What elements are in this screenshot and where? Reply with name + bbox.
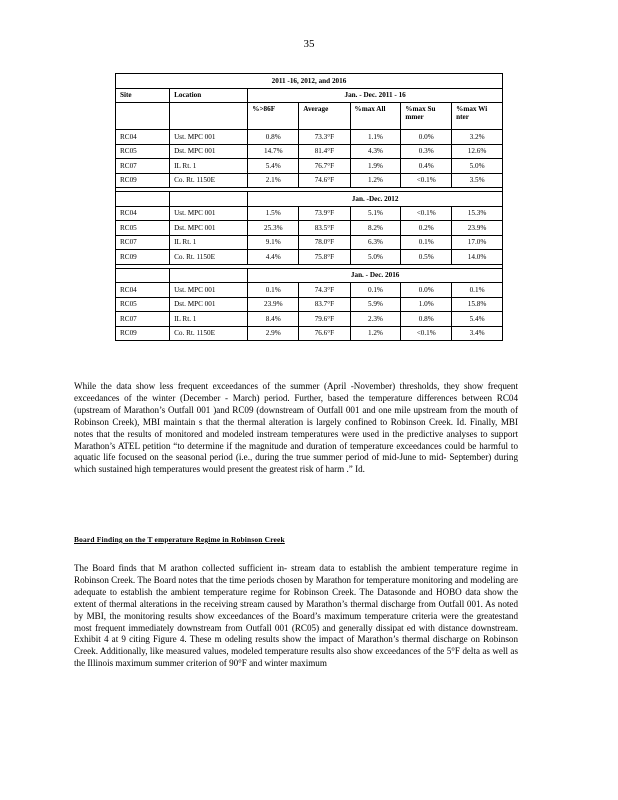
- cell-site: RC09: [116, 173, 170, 188]
- cell-max-all: 1.9%: [350, 159, 401, 174]
- cell-average: 73.3°F: [299, 130, 350, 145]
- cell-max-winter: 15.3%: [452, 206, 503, 221]
- table-row: [116, 312, 503, 327]
- cell-max-all: 1.1%: [350, 130, 401, 145]
- cell-max-winter: 0.1%: [452, 283, 503, 298]
- cell-location: Co. Rt. 1150E: [170, 326, 248, 341]
- cell-max-winter: 23.9%: [452, 221, 503, 236]
- table-row: [116, 206, 503, 221]
- cell-max-summer: 0.3%: [401, 144, 452, 159]
- table-row: [116, 173, 503, 188]
- cell-average: 81.4°F: [299, 144, 350, 159]
- table-header-row: [116, 88, 503, 103]
- cell-location: Ust. MPC 001: [170, 283, 248, 298]
- cell-average: 78.0°F: [299, 235, 350, 250]
- period-blank-location: [170, 268, 248, 283]
- header-col-max-winter: %max Wi nter: [452, 103, 503, 130]
- cell-max-summer: 0.8%: [401, 312, 452, 327]
- cell-max-winter: 17.0%: [452, 235, 503, 250]
- cell-max-summer: 1.0%: [401, 297, 452, 312]
- cell-average: 83.5°F: [299, 221, 350, 236]
- cell-site: RC09: [116, 250, 170, 265]
- cell-average: 74.3°F: [299, 283, 350, 298]
- cell-max-winter: 12.6%: [452, 144, 503, 159]
- cell-max-winter: 3.5%: [452, 173, 503, 188]
- section-heading: Board Finding on the T emperature Regime in Robinson Creek: [74, 535, 285, 544]
- header-blank-site: [116, 103, 170, 130]
- period-blank-site: [116, 268, 170, 283]
- cell-max-all: 1.2%: [350, 173, 401, 188]
- period-label: Jan. -Dec. 2012: [248, 192, 503, 207]
- table-row: [116, 235, 503, 250]
- cell-location: IL Rt. 1: [170, 159, 248, 174]
- cell-site: RC07: [116, 159, 170, 174]
- period-blank-location: [170, 192, 248, 207]
- cell-location: IL Rt. 1: [170, 235, 248, 250]
- cell-max-summer: <0.1%: [401, 326, 452, 341]
- cell-max-summer: 0.0%: [401, 283, 452, 298]
- cell-location: Co. Rt. 1150E: [170, 250, 248, 265]
- cell-site: RC04: [116, 206, 170, 221]
- table-row: [116, 130, 503, 145]
- cell-gt86: 1.5%: [248, 206, 299, 221]
- header-period: Jan. - Dec. 2011 - 16: [248, 88, 503, 103]
- cell-max-summer: 0.5%: [401, 250, 452, 265]
- paragraph-mbi-analysis: While the data show less frequent exceedances of the summer (April -November) thresholds, they show frequent exceedances of the winter (December - March) period. Further, based the temperature differences between RC04 (upstream of Marathon’s Outfall 001 )and RC09 (downstream of Outfall 001 and one mile upstream from the mouth of Robinson Creek), MBI maintain s that the thermal alteration is largely confined to Robinson Creek. Id. Finally, MBI notes that the results of monitored and modeled instream temperatures were used in the predictive analyses to support Marathon’s ATEL petition “to determine if the magnitude and duration of temperature exceedances could be harmful to aquatic life focused on the seasonal period (i.e., during the true summer period of mid-June to mid- September) during which sustained high temperatures would present the greatest risk of harm .” Id.: [74, 381, 518, 475]
- table-row: [116, 144, 503, 159]
- cell-average: 83.7°F: [299, 297, 350, 312]
- cell-site: RC05: [116, 297, 170, 312]
- cell-max-all: 4.3%: [350, 144, 401, 159]
- cell-average: 75.8°F: [299, 250, 350, 265]
- period-label: Jan. - Dec. 2016: [248, 268, 503, 283]
- cell-max-winter: 3.2%: [452, 130, 503, 145]
- cell-gt86: 23.9%: [248, 297, 299, 312]
- cell-max-summer: 0.4%: [401, 159, 452, 174]
- cell-site: RC04: [116, 283, 170, 298]
- paragraph-board-finding: The Board finds that M arathon collected sufficient in- stream data to establish the ambient temperature regime in Robinson Creek. The Board notes that the time periods chosen by Marathon for temperature monitoring and modeling are adequate to establish the ambient temperature regime for Robinson Creek. The Datasonde and HOBO data show the extent of thermal alterations in the receiving stream caused by Marathon’s thermal discharge from Outfall 001. As noted by MBI, the monitoring results show exceedances of the Board’s maximum temperature criteria were the greatestand most frequent immediately downstream from Outfall 001 (RC05) and generally dissipat ed with distance downstream. Exhibit 4 at 9 citing Figure 4. These m odeling results show the impact of Marathon’s thermal discharge on Robinson Creek. Additionally, like measured values, modeled temperature results also show exceedances of the 5°F delta as well as the Illinois maximum summer criterion of 90°F and winter maximum: [74, 563, 518, 669]
- cell-max-all: 5.1%: [350, 206, 401, 221]
- cell-max-winter: 3.4%: [452, 326, 503, 341]
- temperature-table: [115, 73, 503, 341]
- page-number: 35: [303, 38, 315, 50]
- cell-max-summer: <0.1%: [401, 206, 452, 221]
- cell-average: 74.6°F: [299, 173, 350, 188]
- cell-gt86: 0.8%: [248, 130, 299, 145]
- cell-gt86: 14.7%: [248, 144, 299, 159]
- cell-max-summer: <0.1%: [401, 173, 452, 188]
- cell-site: RC05: [116, 221, 170, 236]
- cell-max-winter: 5.4%: [452, 312, 503, 327]
- cell-max-all: 0.1%: [350, 283, 401, 298]
- cell-max-winter: 5.0%: [452, 159, 503, 174]
- cell-location: Dst. MPC 001: [170, 297, 248, 312]
- cell-max-all: 5.0%: [350, 250, 401, 265]
- cell-site: RC07: [116, 235, 170, 250]
- cell-max-all: 8.2%: [350, 221, 401, 236]
- table-title: 2011 -16, 2012, and 2016: [116, 74, 503, 89]
- cell-site: RC05: [116, 144, 170, 159]
- cell-site: RC07: [116, 312, 170, 327]
- cell-site: RC04: [116, 130, 170, 145]
- header-location: Location: [170, 88, 248, 103]
- table-subheader-row: [116, 103, 503, 130]
- cell-max-all: 6.3%: [350, 235, 401, 250]
- cell-average: 76.6°F: [299, 326, 350, 341]
- period-row: [116, 268, 503, 283]
- cell-max-all: 2.3%: [350, 312, 401, 327]
- header-blank-location: [170, 103, 248, 130]
- cell-max-summer: 0.2%: [401, 221, 452, 236]
- cell-max-summer: 0.0%: [401, 130, 452, 145]
- cell-gt86: 25.3%: [248, 221, 299, 236]
- cell-location: Dst. MPC 001: [170, 144, 248, 159]
- header-col-max-summer: %max Su mmer: [401, 103, 452, 130]
- table-title-row: [116, 74, 503, 89]
- table-row: [116, 221, 503, 236]
- cell-gt86: 2.1%: [248, 173, 299, 188]
- period-row: [116, 192, 503, 207]
- cell-average: 76.7°F: [299, 159, 350, 174]
- cell-average: 79.6°F: [299, 312, 350, 327]
- cell-location: Dst. MPC 001: [170, 221, 248, 236]
- cell-location: Co. Rt. 1150E: [170, 173, 248, 188]
- table-row: [116, 159, 503, 174]
- cell-gt86: 9.1%: [248, 235, 299, 250]
- cell-gt86: 5.4%: [248, 159, 299, 174]
- cell-gt86: 8.4%: [248, 312, 299, 327]
- cell-max-winter: 14.0%: [452, 250, 503, 265]
- table-row: [116, 283, 503, 298]
- cell-max-summer: 0.1%: [401, 235, 452, 250]
- header-col-gt86: %>86F: [248, 103, 299, 130]
- cell-site: RC09: [116, 326, 170, 341]
- cell-average: 73.9°F: [299, 206, 350, 221]
- cell-max-winter: 15.8%: [452, 297, 503, 312]
- cell-location: Ust. MPC 001: [170, 130, 248, 145]
- header-col-max-all: %max All: [350, 103, 401, 130]
- table-row: [116, 326, 503, 341]
- table-row: [116, 250, 503, 265]
- period-blank-site: [116, 192, 170, 207]
- cell-max-all: 5.9%: [350, 297, 401, 312]
- cell-location: IL Rt. 1: [170, 312, 248, 327]
- header-col-average: Average: [299, 103, 350, 130]
- cell-max-all: 1.2%: [350, 326, 401, 341]
- table-row: [116, 297, 503, 312]
- cell-gt86: 2.9%: [248, 326, 299, 341]
- cell-location: Ust. MPC 001: [170, 206, 248, 221]
- cell-gt86: 0.1%: [248, 283, 299, 298]
- cell-gt86: 4.4%: [248, 250, 299, 265]
- header-site: Site: [116, 88, 170, 103]
